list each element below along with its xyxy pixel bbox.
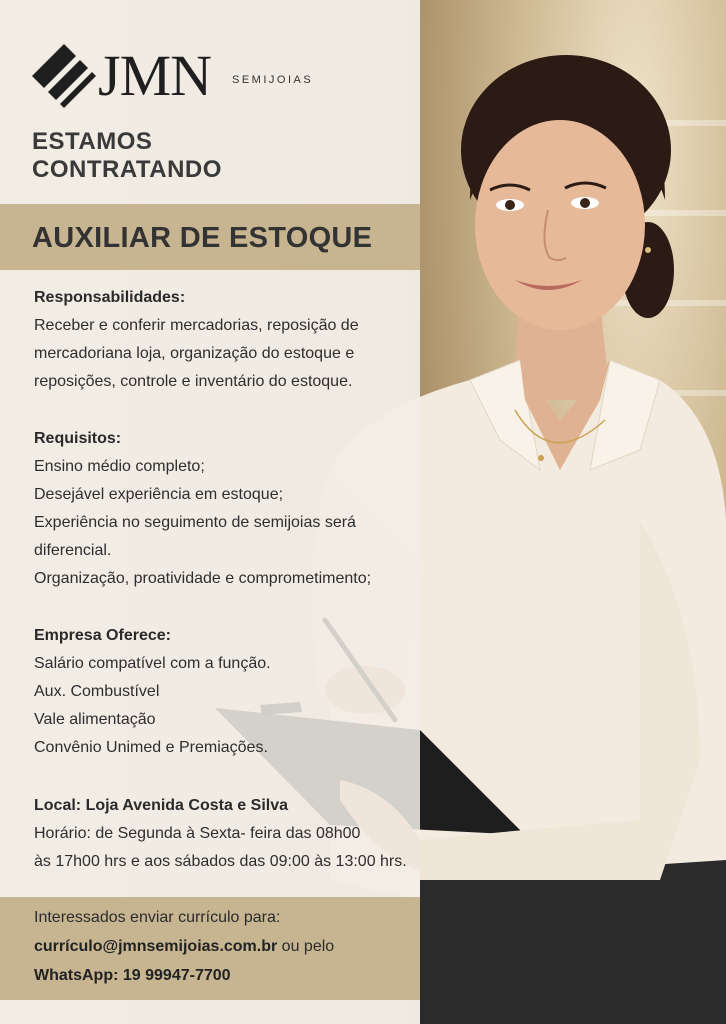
benefits-line: Salário compatível com a função. [34,655,271,672]
requirements-line: diferencial. [34,542,112,559]
location-line: às 17h00 hrs e aos sábados das 09:00 às 13:00 hrs. [34,853,407,870]
contact-info [34,903,334,990]
hiring-line-1: ESTAMOS [32,128,153,155]
responsibilities-title: Responsabilidades: [34,289,186,306]
benefits-line: Aux. Combustível [34,683,160,700]
responsibilities-section [34,284,359,396]
responsibilities-line: reposições, controle e inventário do estoque. [34,373,353,390]
contact-intro: Interessados enviar currículo para: [34,909,281,926]
contact-email-link[interactable]: currículo@jmnsemijoias.com.br [34,938,278,955]
logo-mark-icon [32,44,96,108]
benefits-title: Empresa Oferece: [34,627,171,644]
requirements-line: Ensino médio completo; [34,458,205,475]
hiring-line-2: CONTRATANDO [32,156,222,183]
location-section [34,792,407,876]
contact-banner [0,897,420,1000]
requirements-line: Experiência no seguimento de semijoias será [34,514,356,531]
contact-whatsapp[interactable]: WhatsApp: 19 99947-7700 [34,967,231,984]
brand-logo [32,44,332,108]
responsibilities-line: mercadoriana loja, organização do estoque e [34,345,355,362]
benefits-section [34,622,271,762]
location-line: Horário: de Segunda à Sexta- feira das 08h00 [34,825,361,842]
brand-subtitle: SEMIJOIAS [232,74,314,86]
requirements-line: Desejável experiência em estoque; [34,486,284,503]
requirements-title: Requisitos: [34,430,122,447]
requirements-section [34,425,371,593]
role-banner [0,204,420,270]
responsibilities-line: Receber e conferir mercadorias, reposição de [34,317,359,334]
hiring-heading [32,128,222,184]
brand-name: JMN [98,43,212,108]
requirements-line: Organização, proatividade e comprometimento; [34,570,372,587]
role-title: AUXILIAR DE ESTOQUE [32,222,373,254]
contact-or-text: ou pelo [277,938,335,955]
location-title: Local: Loja Avenida Costa e Silva [34,797,288,814]
benefits-line: Vale alimentação [34,711,156,728]
benefits-line: Convênio Unimed e Premiações. [34,739,268,756]
